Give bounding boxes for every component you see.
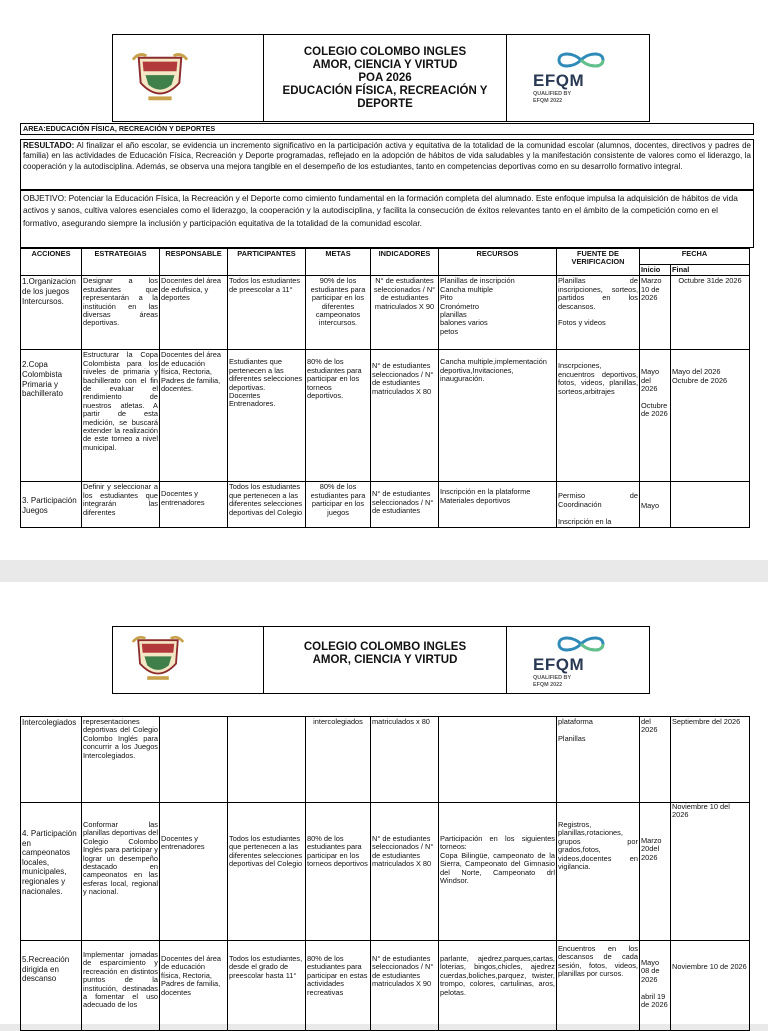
row-estrategia: Definir y seleccionar a los estudiantes que integrarán las diferentes <box>82 482 160 528</box>
efqm-logo-cell <box>506 627 649 693</box>
row-recursos: Inscripción en la plataforme Materiales deportivos <box>439 482 557 528</box>
row-indicadores: N° de estudiantes seleccionados / N° de estudiantes matriculados X 80 <box>371 803 439 941</box>
row-final: Noviembre 10 del 2026 <box>671 803 750 941</box>
efqm-sub-line2: EFQM 2022 <box>533 97 563 104</box>
row-participantes: Estudiantes que pertenecen a las diferentes selecciones deportivas. Docentes Entrenadores. <box>228 350 306 482</box>
col-inicio: Inicio <box>640 265 671 276</box>
row-indicadores: N° de estudiantes seleccionados / N° de estudiantes matriculados X 90 <box>371 941 439 1031</box>
poa-table <box>20 248 750 528</box>
row-accion: 2.Copa Colombista Primaria y bachillerato <box>21 350 82 482</box>
efqm-logo-cell <box>506 35 649 121</box>
efqm-sub-line1: QUALIFIED BY <box>533 675 572 681</box>
row-accion: Intercolegiados <box>21 717 82 803</box>
page-header <box>112 34 650 122</box>
plan-subtitle: EDUCACIÓN FÍSICA, RECREACIÓN Y DEPORTE <box>282 84 488 110</box>
objetivo-block: OBJETIVO: Potenciar la Educación Física, la Recreación y el Deporte como cimiento fundamental en la formación completa del alumnado. Este enfoque impulsa la adquisición de hábitos de vida activos y sanos, cultiva valores esenciales como el liderazgo, la cooperación y la autodisciplina, y facilita la consecución de éxitos relevantes tanto en el ámbito de la competición como en el formativo, asegurando siempre la inclusión y participación equitativa de la totalidad de la comunidad escolar. <box>20 190 754 248</box>
row-recursos: Planillas de inscripción Cancha multiple Pito Cronómetro planillas balones varios petos <box>439 276 557 350</box>
row-estrategia: Estructurar la Copa Colombista para los niveles de primaria y bachillerato con el fin de evaluar el rendimiento de nuestros atletas. A partir de esta medición, se buscará extender la realización de este torneo a nivel municipal. <box>82 350 160 482</box>
col-final: Final <box>671 265 750 276</box>
school-logo-cell <box>113 627 264 693</box>
row-participantes: Todos los estudiantes de preescolar a 11° <box>228 276 306 350</box>
infinity-icon <box>551 49 611 71</box>
table-row <box>21 350 750 482</box>
row-participantes <box>228 717 306 803</box>
row-metas: 80% de los estudiantes para participar en los juegos <box>306 482 371 528</box>
row-final: Noviembre 10 de 2026 <box>671 941 750 1031</box>
row-responsable: Docentes del área de educación física, Rectoria, Padres de familia, docentes <box>160 941 228 1031</box>
col-acciones: ACCIONES <box>21 249 82 276</box>
row-responsable: Docentes del área de educación física, Rectoria, Padres de familia, docentes. <box>160 350 228 482</box>
resultado-text: Al finalizar el año escolar, se evidencia un incremento significativo en la participación activa y equitativa de la totalidad de la comunidad escolar (alumnos, docentes, directivos y padres de familia) en las actividades de Educación Física, Recreación y Deporte programadas, reflejado en la adopción de hábitos de vida saludables y la manifestación consistente de valores como el liderazgo, la cooperación y la autodisciplina. Además, se observa una mejora tangible en el desempeño de los estudiantes, tanto en competencias deportivas como en su desarrollo formativo integral. <box>23 141 751 171</box>
header-titles <box>264 627 506 693</box>
row-inicio: Mayo 08 de 2026 abril 19 de 2026 <box>640 941 671 1031</box>
row-participantes: Todos los estudiantes, desde el grado de preescolar hasta 11° <box>228 941 306 1031</box>
row-indicadores: N° de estudiantes seleccionados / N° de estudiantes matriculados X 80 <box>371 350 439 482</box>
row-indicadores: matriculados x 80 <box>371 717 439 803</box>
col-fecha: FECHA <box>640 249 750 265</box>
row-inicio: del 2026 <box>640 717 671 803</box>
resultado-block <box>20 139 754 190</box>
row-indicadores: N° de estudiantes seleccionados / N° de estudiantes <box>371 482 439 528</box>
row-final <box>671 482 750 528</box>
row-accion: 4. Participación en campeonatos locales, municipales, regionales y nacionales. <box>21 803 82 941</box>
school-crest-icon <box>131 633 185 687</box>
row-metas: 80% de los estudiantes para participar en los torneos deportivos <box>306 803 371 941</box>
row-metas: 80% de los estudiantes para participar en estas actividades recreativas <box>306 941 371 1031</box>
resultado-label: RESULTADO: <box>23 141 75 150</box>
row-participantes: Todos los estudiantes que pertenecen a las diferentes selecciones deportivas del Colegio <box>228 482 306 528</box>
efqm-sub-line2: EFQM 2022 <box>533 681 563 688</box>
row-fuente: Inscrpciones, encuentros deportivos, fotos, videos, planillas, sorteos,arbitrajes <box>557 350 640 482</box>
row-estrategia: Designar a los estudiantes que representarán a la institución en las diversas áreas deportivas. <box>82 276 160 350</box>
row-responsable: Docentes y entrenadores <box>160 803 228 941</box>
row-recursos: parlante, ajedrez,parques,cartas, loterias, bingos,chicles, ajedrez cuerdas,boliches,parquez, twister, trompo, colores, cartulinas, aros, pelotas. <box>439 941 557 1031</box>
row-inicio: Mayo del 2026 Octubre de 2026 <box>640 350 671 482</box>
row-inicio: Marzo 10 de 2026 <box>640 276 671 350</box>
school-motto: AMOR, CIENCIA Y VIRTUD <box>312 58 458 71</box>
table-row <box>21 803 750 941</box>
row-recursos: Participación en los siguientes torneos: Copa Bilingüe, campeonato de la Sierra, Campeonato del Gimnasio del Norte, Campeonato drl Windsor. <box>439 803 557 941</box>
row-recursos: Cancha multiple,implementación deportiva,Invitaciones, inauguración. <box>439 350 557 482</box>
row-estrategia: Implementar jornadas de esparcimiento y recreación en distintos puntos de la institución, destinadas a fomentar el uso adecuado de los <box>82 941 160 1031</box>
efqm-qualified <box>533 91 571 104</box>
row-accion: 1.Organizacion de los juegos Intercursos. <box>21 276 82 350</box>
row-metas: 90% de los estudiantes para participar en los diferentes campeonatos intercursos. <box>306 276 371 350</box>
col-indicadores: INDICADORES <box>371 249 439 276</box>
col-participantes: PARTICIPANTES <box>228 249 306 276</box>
school-motto: AMOR, CIENCIA Y VIRTUD <box>312 654 458 666</box>
efqm-word: EFQM <box>533 71 585 90</box>
col-fuente: FUENTE DE VERIFICACION <box>557 249 640 276</box>
row-fuente: plataforma Planillas <box>557 717 640 803</box>
row-participantes: Todos los estudiantes que pertenecen a las diferentes selecciones deportivas del Colegio <box>228 803 306 941</box>
row-estrategia: representaciones deportivas del Colegio Colombo Inglés para concurrir a los Juegos Intercolegiados. <box>82 717 160 803</box>
row-estrategia: Conformar las planillas deportivas del Colegio Colombo Inglés para participar y lograr un desempeño destacado en campeonatos en las esferas local, regional y nacional. <box>82 803 160 941</box>
school-name: COLEGIO COLOMBO INGLES <box>303 45 467 58</box>
row-fuente: Planillas de inscripciones, sorteos, partidos en los descansos. Fotos y videos <box>557 276 640 350</box>
col-recursos: RECURSOS <box>439 249 557 276</box>
efqm-qualified <box>533 675 571 688</box>
row-inicio: Mayo <box>640 482 671 528</box>
area-label: AREA:EDUCACIÓN FÍSICA, RECREACIÓN Y DEPORTES <box>20 123 754 135</box>
row-metas: intercolegiados <box>306 717 371 803</box>
row-indicadores: N° de estudiantes seleccionados / N° de estudiantes matriculados X 90 <box>371 276 439 350</box>
row-final: Septiembre del 2026 <box>671 717 750 803</box>
table-row <box>21 717 750 803</box>
row-inicio: Marzo 20del 2026 <box>640 803 671 941</box>
row-responsable: Docentes y entrenadores <box>160 482 228 528</box>
col-estrategias: ESTRATEGIAS <box>82 249 160 276</box>
row-final: Mayo del 2026 Octubre de 2026 <box>671 350 750 482</box>
infinity-icon <box>551 633 611 655</box>
row-accion: 5.Recreación dirigida en descanso <box>21 941 82 1031</box>
row-fuente: Encuentros en los descansos de cada sesión, fotos, videos, planillas por cursos. <box>557 941 640 1031</box>
row-metas: 80% de los estudiantes para participar en los torneos deportivos. <box>306 350 371 482</box>
poa-table-continued <box>20 716 750 1031</box>
document-page-2 <box>0 582 768 1024</box>
page-header <box>112 626 650 694</box>
efqm-word: EFQM <box>533 655 585 674</box>
row-fuente: Registros, planillas,rotaciones, grupos por grados,fotos, videos,docentes en vigilancia. <box>557 803 640 941</box>
col-responsable: RESPONSABLE <box>160 249 228 276</box>
table-row <box>21 941 750 1031</box>
row-responsable: Docentes del área de edufisica, y deportes <box>160 276 228 350</box>
school-name: COLEGIO COLOMBO INGLES <box>303 641 467 653</box>
row-fuente: Permiso de Coordinación Inscripción en la <box>557 482 640 528</box>
header-titles <box>264 35 506 121</box>
row-accion: 3. Participación Juegos <box>21 482 82 528</box>
table-header-row <box>21 249 750 265</box>
table-row <box>21 482 750 528</box>
table-row <box>21 276 750 350</box>
col-metas: METAS <box>306 249 371 276</box>
row-recursos <box>439 717 557 803</box>
plan-title: POA 2026 <box>358 71 412 84</box>
school-logo-cell <box>113 35 264 121</box>
row-responsable <box>160 717 228 803</box>
school-crest-icon <box>131 50 189 108</box>
efqm-sub-line1: QUALIFIED BY <box>533 91 572 97</box>
row-final: Octubre 31de 2026 <box>671 276 750 350</box>
